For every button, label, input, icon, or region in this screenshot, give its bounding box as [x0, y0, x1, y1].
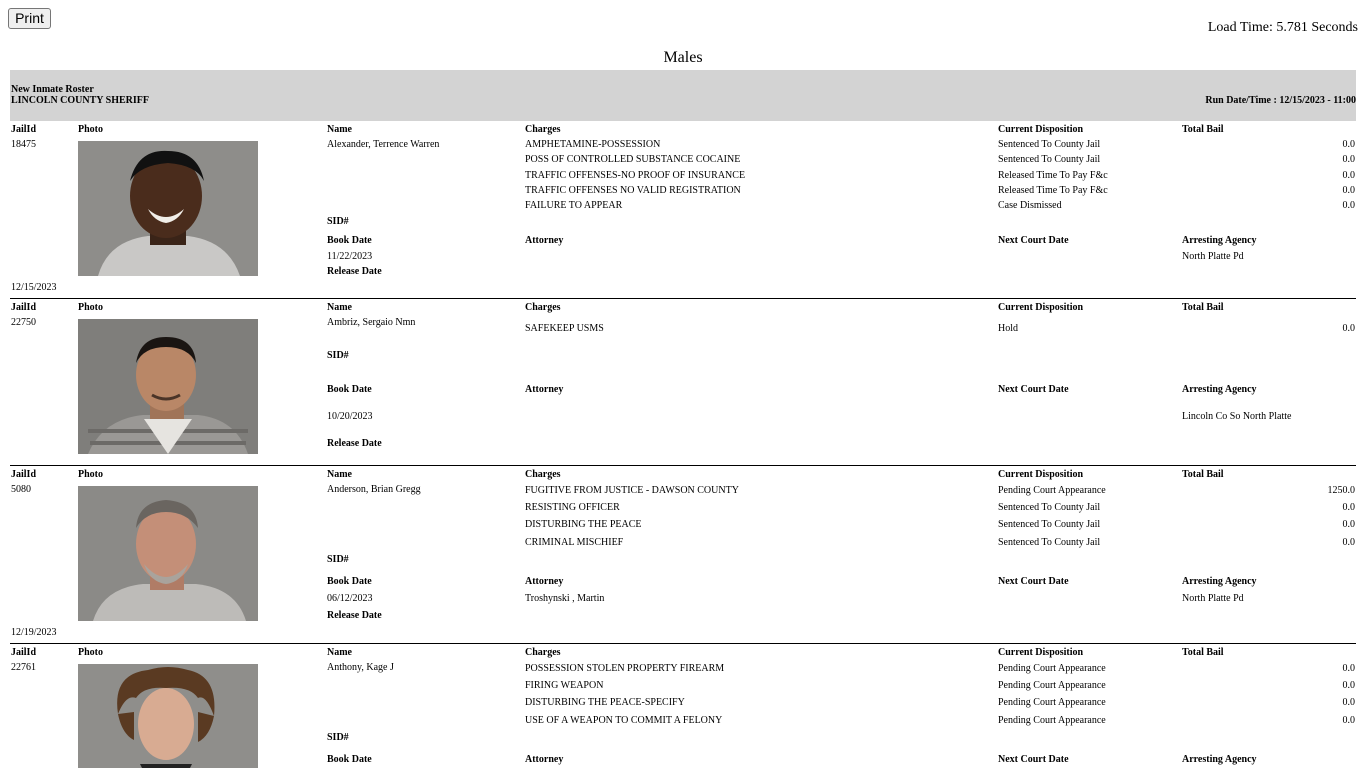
- attorney-label: Attorney: [525, 576, 564, 587]
- col-header-jailid: JailId: [11, 647, 37, 658]
- record-divider: [10, 643, 1356, 644]
- jail-id: 22761: [11, 662, 36, 673]
- bail: 0.0: [1342, 537, 1355, 548]
- book-date-label: Book Date: [327, 235, 372, 246]
- disposition: Sentenced To County Jail: [998, 502, 1101, 513]
- disposition: Released Time To Pay F&c: [998, 170, 1108, 181]
- mugshot-image: [78, 141, 258, 276]
- bail: 0.0: [1342, 200, 1355, 211]
- disposition: Pending Court Appearance: [998, 715, 1106, 726]
- book-date: 11/22/2023: [327, 251, 373, 262]
- bail: 0.0: [1342, 170, 1355, 181]
- charge: RESISTING OFFICER: [525, 502, 620, 513]
- inmate-name: Ambriz, Sergaio Nmn: [327, 317, 416, 328]
- mugshot-image: [78, 319, 258, 454]
- charge: DISTURBING THE PEACE: [525, 519, 642, 530]
- mugshot-photo: [78, 141, 258, 276]
- bail: 0.0: [1342, 323, 1355, 334]
- charge: POSSESSION STOLEN PROPERTY FIREARM: [525, 663, 725, 674]
- jail-id: 5080: [11, 484, 31, 495]
- attorney-label: Attorney: [525, 235, 564, 246]
- arresting-agency-label: Arresting Agency: [1182, 754, 1257, 765]
- sid-label: SID#: [327, 350, 349, 361]
- mugshot-photo: [78, 319, 258, 454]
- next-court-label: Next Court Date: [998, 235, 1069, 246]
- bail: 1250.0: [1327, 485, 1355, 496]
- charge: AMPHETAMINE-POSSESSION: [525, 139, 661, 150]
- col-header-charges: Charges: [525, 124, 561, 135]
- disposition: Sentenced To County Jail: [998, 154, 1101, 165]
- col-header-jailid: JailId: [11, 469, 37, 480]
- disposition: Sentenced To County Jail: [998, 519, 1101, 530]
- charge: CRIMINAL MISCHIEF: [525, 537, 624, 548]
- bail: 0.0: [1342, 519, 1355, 530]
- release-date: 12/19/2023: [11, 627, 57, 638]
- disposition: Hold: [998, 323, 1018, 334]
- bail: 0.0: [1342, 680, 1355, 691]
- book-date-label: Book Date: [327, 576, 372, 587]
- next-court-label: Next Court Date: [998, 384, 1069, 395]
- col-header-jailid: JailId: [11, 302, 37, 313]
- load-time: Load Time: 5.781 Seconds: [1207, 20, 1358, 35]
- inmate-name: Anderson, Brian Gregg: [327, 484, 421, 495]
- col-header-photo: Photo: [78, 302, 103, 313]
- disposition: Sentenced To County Jail: [998, 139, 1101, 150]
- disposition: Pending Court Appearance: [998, 663, 1106, 674]
- jail-id: 18475: [11, 139, 36, 150]
- col-header-photo: Photo: [78, 124, 103, 135]
- report-agency: LINCOLN COUNTY SHERIFF: [11, 95, 149, 106]
- col-header-bail: Total Bail: [1182, 469, 1224, 480]
- disposition: Pending Court Appearance: [998, 697, 1106, 708]
- charge: USE OF A WEAPON TO COMMIT A FELONY: [525, 715, 723, 726]
- col-header-charges: Charges: [525, 302, 561, 313]
- release-date: 12/15/2023: [11, 282, 57, 293]
- record-divider: [10, 298, 1356, 299]
- col-header-bail: Total Bail: [1182, 647, 1224, 658]
- arresting-agency: North Platte Pd: [1182, 251, 1244, 262]
- arresting-agency-label: Arresting Agency: [1182, 384, 1257, 395]
- col-header-name: Name: [327, 469, 352, 480]
- disposition: Released Time To Pay F&c: [998, 185, 1108, 196]
- charge: FIRING WEAPON: [525, 680, 604, 691]
- report-header: [10, 70, 1356, 121]
- attorney-label: Attorney: [525, 384, 564, 395]
- print-button[interactable]: Print: [8, 8, 51, 29]
- disposition: Pending Court Appearance: [998, 485, 1106, 496]
- bail: 0.0: [1342, 502, 1355, 513]
- disposition: Pending Court Appearance: [998, 680, 1106, 691]
- col-header-photo: Photo: [78, 647, 103, 658]
- col-header-jailid: JailId: [11, 124, 37, 135]
- col-header-charges: Charges: [525, 647, 561, 658]
- bail: 0.0: [1342, 139, 1355, 150]
- col-header-disposition: Current Disposition: [998, 124, 1084, 135]
- arresting-agency: Lincoln Co So North Platte: [1182, 411, 1292, 422]
- charge: TRAFFIC OFFENSES-NO PROOF OF INSURANCE: [525, 170, 746, 181]
- release-date-label: Release Date: [327, 610, 382, 621]
- record-divider: [10, 465, 1356, 466]
- col-header-name: Name: [327, 124, 352, 135]
- book-date: 10/20/2023: [327, 411, 373, 422]
- charge: FUGITIVE FROM JUSTICE - DAWSON COUNTY: [525, 485, 739, 496]
- next-court-label: Next Court Date: [998, 576, 1069, 587]
- col-header-name: Name: [327, 302, 352, 313]
- charge: DISTURBING THE PEACE-SPECIFY: [525, 697, 685, 708]
- release-date-label: Release Date: [327, 438, 382, 449]
- bail: 0.0: [1342, 185, 1355, 196]
- disposition: Case Dismissed: [998, 200, 1062, 211]
- charge: POSS OF CONTROLLED SUBSTANCE COCAINE: [525, 154, 741, 165]
- col-header-bail: Total Bail: [1182, 124, 1224, 135]
- mugshot-image: [78, 486, 258, 621]
- bail: 0.0: [1342, 715, 1355, 726]
- charge: FAILURE TO APPEAR: [525, 200, 623, 211]
- charge: TRAFFIC OFFENSES NO VALID REGISTRATION: [525, 185, 741, 196]
- arresting-agency-label: Arresting Agency: [1182, 235, 1257, 246]
- bail: 0.0: [1342, 154, 1355, 165]
- book-date: 06/12/2023: [327, 593, 373, 604]
- book-date-label: Book Date: [327, 384, 372, 395]
- book-date-label: Book Date: [327, 754, 372, 765]
- col-header-name: Name: [327, 647, 352, 658]
- disposition: Sentenced To County Jail: [998, 537, 1101, 548]
- release-date-label: Release Date: [327, 266, 382, 277]
- col-header-disposition: Current Disposition: [998, 647, 1084, 658]
- mugshot-photo: [78, 664, 258, 768]
- sid-label: SID#: [327, 554, 349, 565]
- jail-id: 22750: [11, 317, 36, 328]
- report-title: New Inmate Roster: [11, 84, 94, 95]
- col-header-disposition: Current Disposition: [998, 469, 1084, 480]
- next-court-label: Next Court Date: [998, 754, 1069, 765]
- col-header-bail: Total Bail: [1182, 302, 1224, 313]
- mugshot-photo: [78, 486, 258, 621]
- col-header-disposition: Current Disposition: [998, 302, 1084, 313]
- arresting-agency: North Platte Pd: [1182, 593, 1244, 604]
- bail: 0.0: [1342, 663, 1355, 674]
- col-header-photo: Photo: [78, 469, 103, 480]
- bail: 0.0: [1342, 697, 1355, 708]
- col-header-charges: Charges: [525, 469, 561, 480]
- charge: SAFEKEEP USMS: [525, 323, 604, 334]
- section-title: Males: [663, 49, 703, 66]
- inmate-name: Anthony, Kage J: [327, 662, 394, 673]
- mugshot-image: [78, 664, 258, 768]
- attorney: Troshynski , Martin: [525, 593, 605, 604]
- arresting-agency-label: Arresting Agency: [1182, 576, 1257, 587]
- inmate-name: Alexander, Terrence Warren: [327, 139, 440, 150]
- sid-label: SID#: [327, 216, 349, 227]
- sid-label: SID#: [327, 732, 349, 743]
- run-datetime: Run Date/Time : 12/15/2023 - 11:00: [1205, 95, 1356, 106]
- attorney-label: Attorney: [525, 754, 564, 765]
